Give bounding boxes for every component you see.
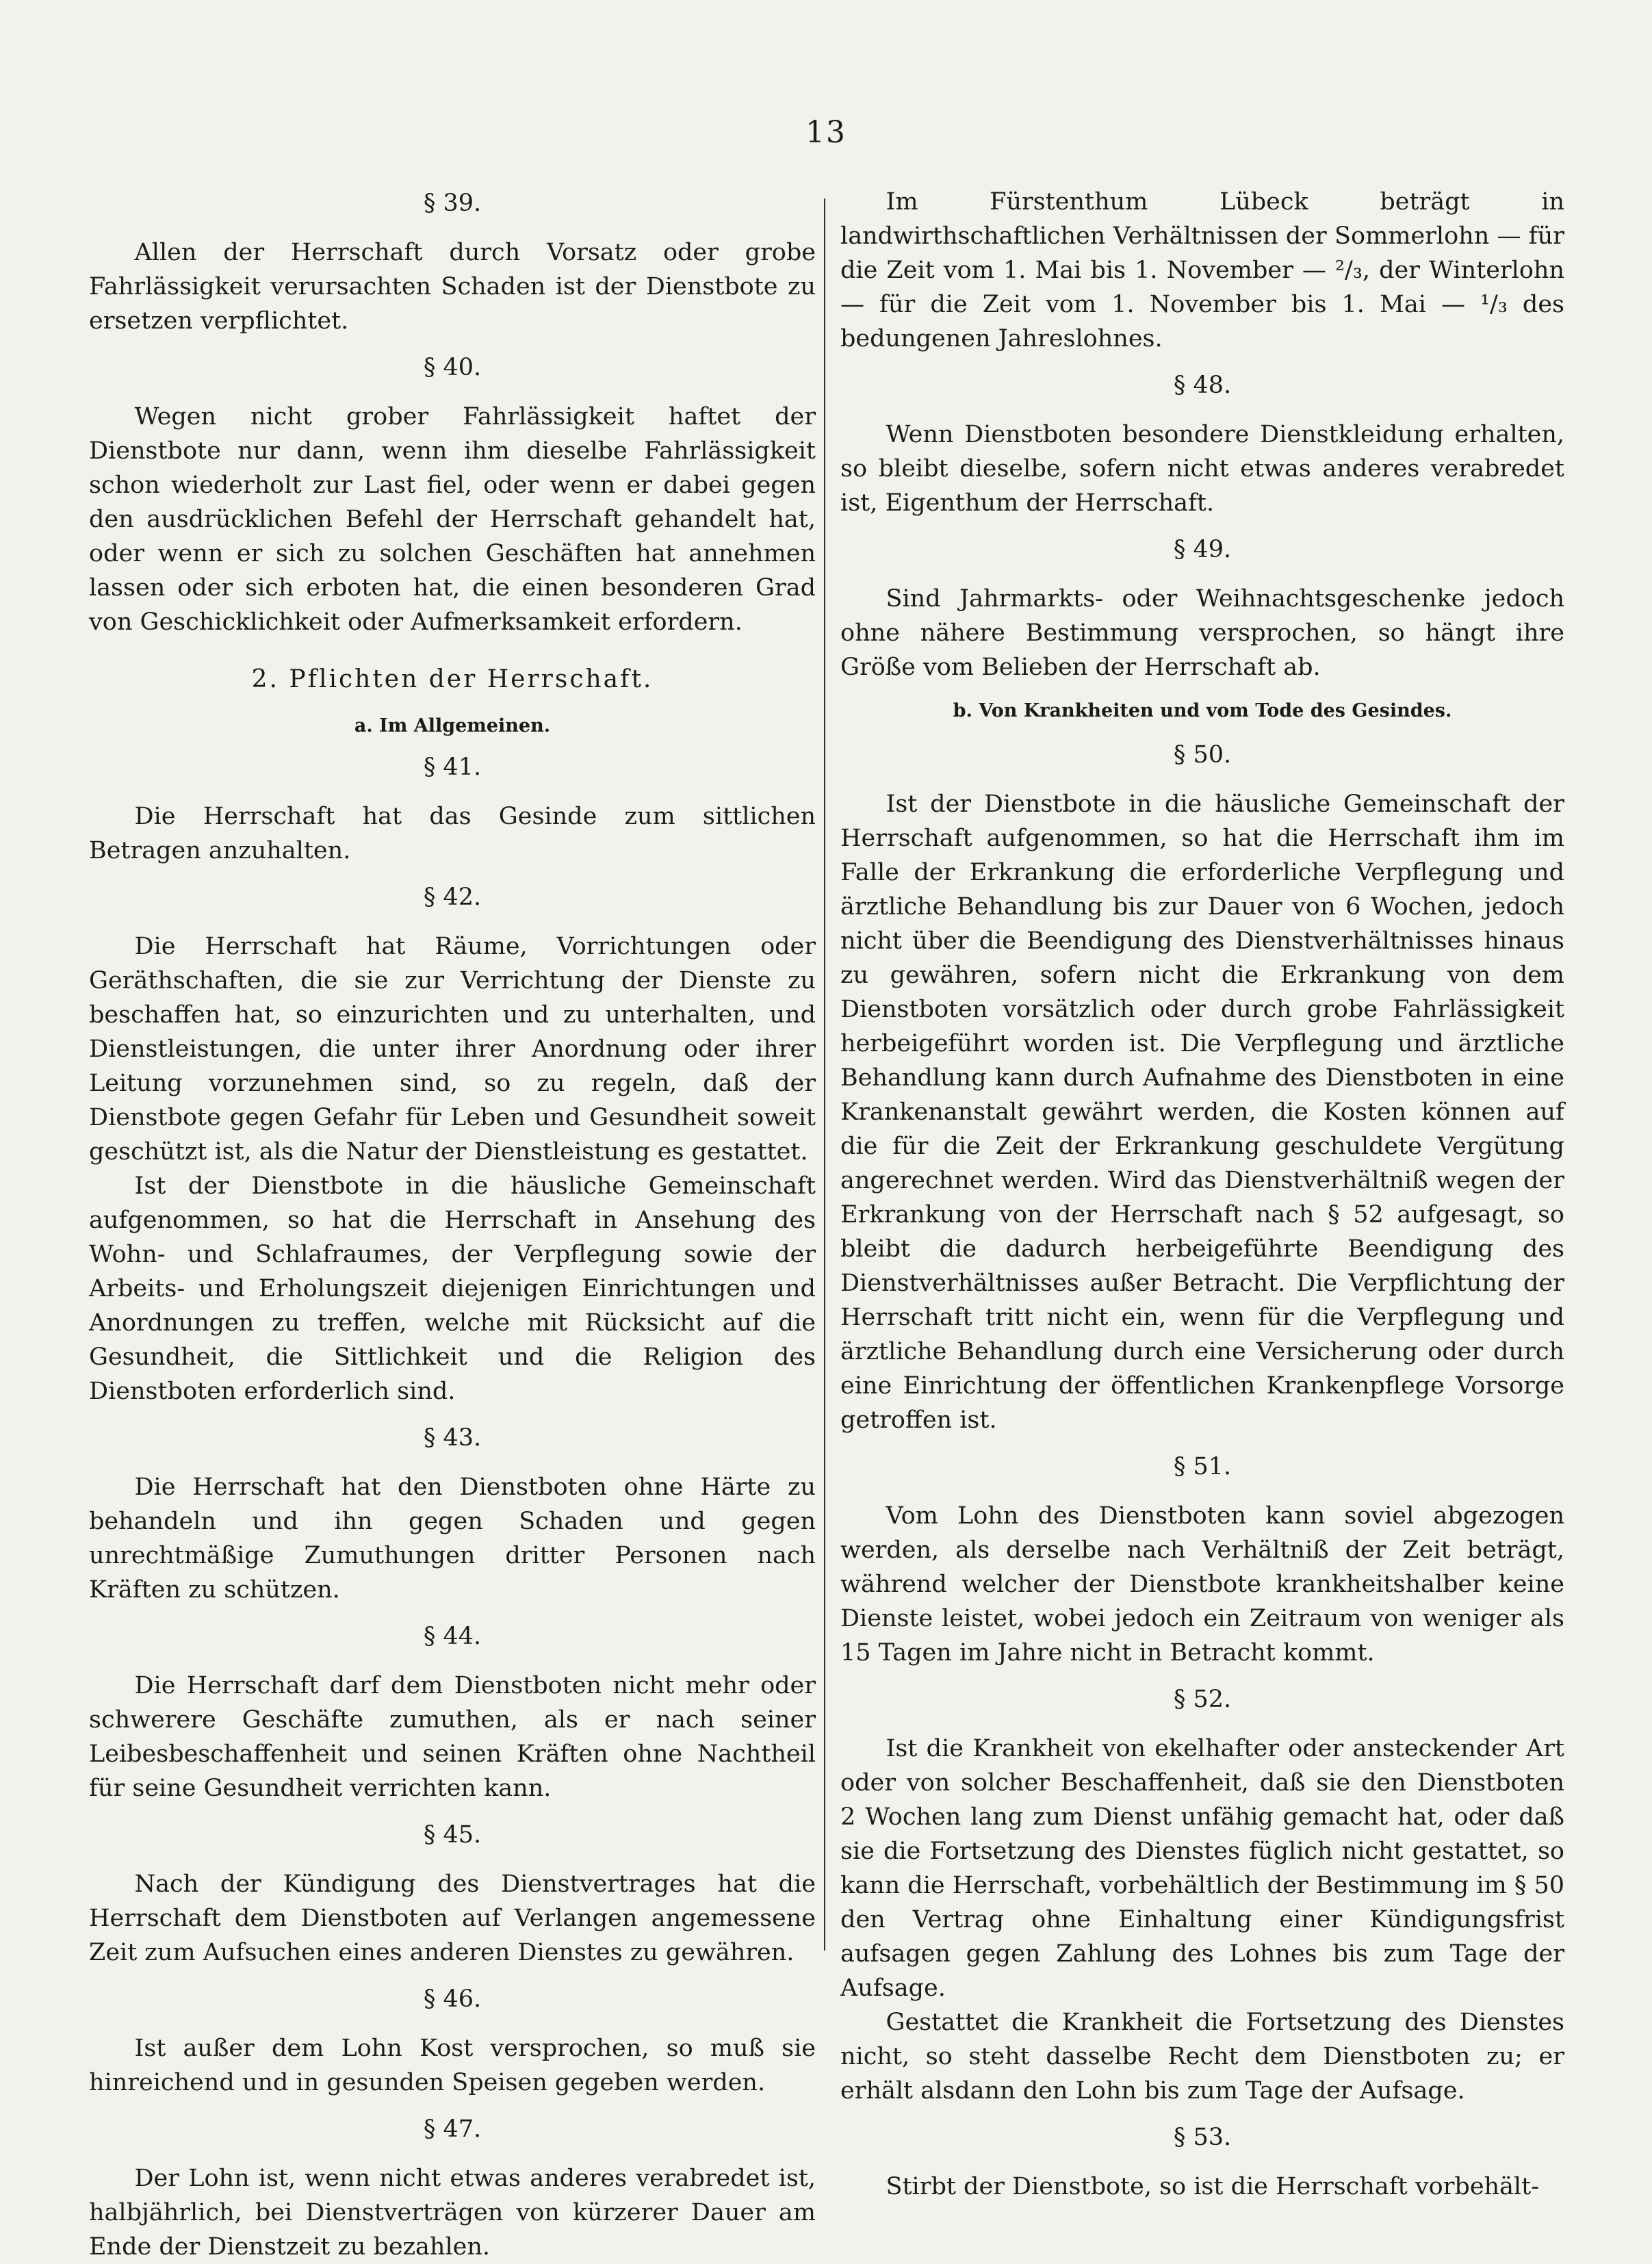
section-heading-44: § 44. [423, 1623, 482, 1650]
paragraph-46: Ist außer dem Lohn Kost versprochen, so muß sie hinreichend und in gesunden Speisen gegeben werden. [89, 2035, 816, 2096]
section-heading-45: § 45. [423, 1821, 482, 1849]
paragraph-47-continued: Im Fürstenthum Lübeck beträgt in landwirthschaftlichen Verhältnissen der Sommerlohn — für die Zeit vom 1. Mai bis 1. November — ²/₃, der Winterlohn — für die Zeit vom 1. November bis 1. Mai — ¹/₃ des bedungenen Jahreslohnes. [840, 188, 1564, 352]
column-divider [824, 198, 825, 1951]
paragraph-42a: Die Herrschaft hat Räume, Vorrichtungen oder Geräthschaften, die sie zur Verrichtung der Dienste zu beschaffen hat, so einzurichten und zu unterhalten, und Dienstleistungen, die unter ihrer Anordnung oder ihrer Leitung vorzunehmen sind, so zu regeln, daß der Dienstbote gegen Gefahr für Leben und Gesundheit soweit geschützt ist, als die Natur der Dienstleistung es gestattet. [89, 933, 816, 1166]
paragraph-44: Die Herrschaft darf dem Dienstboten nicht mehr oder schwerere Geschäfte zumuthen, als er nach seiner Leibesbeschaffenheit und seinen Kräften ohne Nachtheil für seine Gesundheit verrichten kann. [89, 1672, 816, 1802]
section-heading-49: § 49. [1173, 536, 1232, 563]
paragraph-51: Vom Lohn des Dienstboten kann soviel abgezogen werden, als derselbe nach Verhältniß der Zeit beträgt, während welcher der Dienstbote krankheitshalber keine Dienste leistet, wobei jedoch ein Zeitraum von weniger als 15 Tagen im Jahre nicht in Betracht kommt. [840, 1502, 1564, 1667]
page-number: 13 [805, 115, 847, 150]
section-heading-41: § 41. [423, 754, 482, 781]
paragraph-39: Allen der Herrschaft durch Vorsatz oder grobe Fahrlässigkeit verursachten Schaden ist der Dienstbote zu ersetzen verpflichtet. [89, 239, 816, 335]
paragraph-48: Wenn Dienstboten besondere Dienstkleidung erhalten, so bleibt dieselbe, sofern nicht etwas anderes verabredet ist, Eigenthum der Herrschaft. [840, 421, 1564, 517]
paragraph-45: Nach der Kündigung des Dienstvertrages hat die Herrschaft dem Dienstboten auf Verlangen angemessene Zeit zum Aufsuchen eines anderen Dienstes zu gewähren. [89, 1870, 816, 1966]
section-heading-48: § 48. [1173, 372, 1232, 399]
subsection-heading-b: b. Von Krankheiten und vom Tode des Gesindes. [953, 700, 1452, 721]
paragraph-52a: Ist die Krankheit von ekelhafter oder ansteckender Art oder von solcher Beschaffenheit, daß sie den Dienstboten 2 Wochen lang zum Dienst unfähig gemacht hat, oder daß sie die Fortsetzung des Dienstes füglich nicht gestattet, so kann die Herrschaft, vorbehältlich der Bestimmung im § 50 den Vertrag ohne Einhaltung einer Kündigungsfrist aufsagen gegen Zahlung des Lohnes bis zum Tage der Aufsage. [840, 1735, 1564, 2002]
section-heading-47: § 47. [423, 2115, 482, 2143]
section-heading-42: § 42. [423, 884, 482, 911]
left-column [89, 185, 816, 2264]
section-heading-52: § 52. [1173, 1686, 1232, 1713]
section-heading-46: § 46. [423, 1985, 482, 2013]
paragraph-42b: Ist der Dienstbote in die häusliche Gemeinschaft aufgenommen, so hat die Herrschaft in Ansehung des Wohn- und Schlafraumes, der Verpflegung sowie der Arbeits- und Erholungszeit diejenigen Einrichtungen und Anordnungen zu treffen, welche mit Rücksicht auf die Gesundheit, die Sittlichkeit und die Religion des Dienstboten erforderlich sind. [89, 1172, 816, 1405]
section-heading-51: § 51. [1173, 1453, 1232, 1480]
section-heading-53: § 53. [1173, 2124, 1232, 2151]
paragraph-40: Wegen nicht grober Fahrlässigkeit haftet der Dienstbote nur dann, wenn ihm dieselbe Fahrlässigkeit schon wiederholt zur Last fiel, oder wenn er dabei gegen den ausdrücklichen Befehl der Herrschaft gehandelt hat, oder wenn er sich zu solchen Geschäften hat annehmen lassen oder sich erboten hat, die einen besonderen Grad von Geschicklichkeit oder Aufmerksamkeit erfordern. [89, 403, 816, 636]
paragraph-49: Sind Jahrmarkts- oder Weihnachtsgeschenke jedoch ohne nähere Bestimmung versprochen, so hängt ihre Größe vom Belieben der Herrschaft ab. [840, 585, 1564, 681]
paragraph-50: Ist der Dienstbote in die häusliche Gemeinschaft der Herrschaft aufgenommen, so hat die Herrschaft ihm im Falle der Erkrankung die erforderliche Verpflegung und ärztliche Behandlung bis zur Dauer von 6 Wochen, jedoch nicht über die Beendigung des Dienstverhältnisses hinaus zu gewähren, sofern nicht die Erkrankung von dem Dienstboten vorsätzlich oder durch grobe Fahrlässigkeit herbeigeführt worden ist. Die Verpflegung und ärztliche Behandlung kann durch Aufnahme des Dienstboten in eine Krankenanstalt gewährt werden, die Kosten können auf die für die Zeit der Erkrankung geschuldete Vergütung angerechnet werden. Wird das Dienstverhältniß wegen der Erkrankung von der Herrschaft nach § 52 aufgesagt, so bleibt die dadurch herbeigeführte Beendigung des Dienstverhältnisses außer Betracht. Die Verpflichtung der Herrschaft tritt nicht ein, wenn für die Verpflegung und ärztliche Behandlung durch eine Versicherung oder durch eine Einrichtung der öffentlichen Krankenpflege Vorsorge getroffen ist. [840, 790, 1564, 1434]
chapter-heading: 2. Pflichten der Herrschaft. [251, 665, 654, 693]
paragraph-41: Die Herrschaft hat das Gesinde zum sittlichen Betragen anzuhalten. [89, 803, 816, 864]
paragraph-43: Die Herrschaft hat den Dienstboten ohne Härte zu behandeln und ihn gegen Schaden und gegen unrechtmäßige Zumuthungen dritter Personen nach Kräften zu schützen. [89, 1474, 816, 1604]
right-column [840, 185, 1564, 2204]
paragraph-47: Der Lohn ist, wenn nicht etwas anderes verabredet ist, halbjährlich, bei Dienstverträgen von kürzerer Dauer am Ende der Dienstzeit zu bezahlen. [89, 2165, 816, 2261]
section-heading-40: § 40. [423, 354, 482, 381]
section-heading-43: § 43. [423, 1424, 482, 1452]
paragraph-53: Stirbt der Dienstbote, so ist die Herrschaft vorbehält- [886, 2173, 1540, 2200]
section-heading-39: § 39. [423, 190, 482, 217]
section-heading-50: § 50. [1173, 741, 1232, 769]
subsection-heading-a: a. Im Allgemeinen. [354, 715, 551, 736]
paragraph-52b: Gestattet die Krankheit die Fortsetzung des Dienstes nicht, so steht dasselbe Recht dem Dienstboten zu; er erhält alsdann den Lohn bis zum Tage der Aufsage. [840, 2009, 1564, 2105]
